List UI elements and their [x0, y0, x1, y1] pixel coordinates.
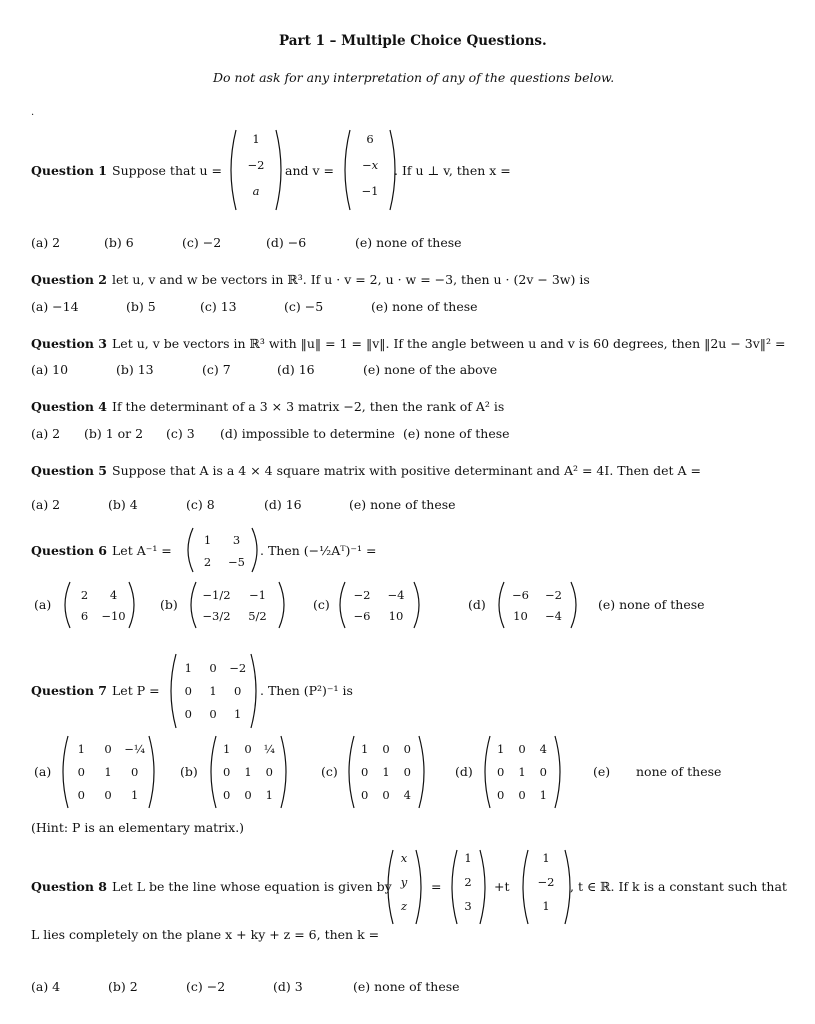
matrix-entry: 0: [244, 742, 252, 757]
matrix-entry: 0: [497, 787, 505, 802]
matrix-entry: 10: [513, 608, 528, 623]
matrix-entry: 0: [234, 683, 242, 698]
q1-option-c[interactable]: (c) −2: [182, 235, 222, 250]
vector-entry: 3: [464, 899, 472, 913]
vector-entry: 2: [464, 875, 472, 889]
q1-u-entry: 1: [252, 132, 260, 146]
q1-u-entry: −2: [247, 158, 265, 172]
q1-v-entry: −x: [361, 158, 379, 172]
matrix-entry: 0: [265, 764, 273, 779]
q6-option-e[interactable]: (e) none of these: [598, 597, 705, 612]
matrix-entry: 6: [80, 608, 89, 623]
matrix-entry: 0: [223, 787, 231, 802]
matrix-entry: 0: [77, 787, 85, 802]
matrix-entry: 0: [104, 742, 112, 757]
question-6-text-a: Let A⁻¹ =: [112, 543, 172, 558]
vector-entry: 1: [464, 851, 472, 865]
matrix-entry: −4: [545, 608, 562, 623]
q7-option-e-label[interactable]: (e): [593, 764, 611, 779]
matrix-entry: 1: [77, 742, 85, 757]
q3-option-b[interactable]: (b) 13: [116, 362, 154, 377]
q6-option-c[interactable]: [313, 580, 423, 630]
matrix-entry: 0: [131, 764, 139, 779]
question-8-text-b: , t ∈ ℝ. If k is a constant such that: [570, 879, 787, 894]
matrix-entry: 0: [518, 787, 526, 802]
question-5-label: Question 5: [31, 463, 107, 478]
q5-option-d[interactable]: (d) 16: [264, 497, 302, 512]
question-4-text: If the determinant of a 3 × 3 matrix −2, then the rank of A² is: [112, 399, 505, 414]
q8-option-b[interactable]: (b) 2: [108, 979, 138, 994]
matrix-entry: 1: [184, 660, 192, 675]
matrix-entry: −1: [249, 587, 266, 602]
q8-plus-t: +t: [494, 879, 510, 894]
matrix-entry: 4: [109, 587, 118, 602]
matrix-entry: −2: [229, 660, 247, 675]
q7-option-b[interactable]: [180, 734, 295, 810]
question-2-text: let u, v and w be vectors in ℝ³. If u · v = 2, u · w = −3, then u · (2v − 3w) is: [112, 272, 590, 287]
question-7-text-a: Let P =: [112, 683, 160, 698]
q5-option-b[interactable]: (b) 4: [108, 497, 138, 512]
q7-option-d[interactable]: [455, 734, 565, 810]
q7-option-e[interactable]: none of these: [636, 764, 722, 779]
q6-matrix-entry: 2: [203, 555, 212, 569]
question-7-text-b: . Then (P²)⁻¹ is: [260, 683, 353, 698]
matrix-entry: 0: [223, 764, 231, 779]
matrix-entry: −10: [101, 608, 126, 623]
q3-option-c[interactable]: (c) 7: [202, 362, 231, 377]
matrix-entry: 1: [104, 764, 112, 779]
q2-option-d[interactable]: (c) −5: [284, 299, 324, 314]
q3-option-e[interactable]: (e) none of the above: [363, 362, 498, 377]
matrix-entry: 1: [244, 764, 252, 779]
matrix-entry: 0: [184, 707, 192, 722]
matrix-entry: 0: [209, 707, 217, 722]
matrix-entry: 0: [104, 787, 112, 802]
vector-entry: −2: [537, 875, 555, 889]
q4-option-c[interactable]: (c) 3: [166, 426, 195, 441]
matrix-entry: −2: [353, 587, 371, 602]
matrix-entry: 0: [244, 787, 252, 802]
q1-u-entry: a: [252, 184, 260, 198]
matrix-entry: 0: [518, 742, 526, 757]
matrix-entry: 1: [223, 742, 231, 757]
question-2-label: Question 2: [31, 272, 107, 287]
matrix-entry: 2: [80, 587, 89, 602]
question-8-text-c: L lies completely on the plane x + ky + z = 6, then k =: [31, 927, 380, 942]
question-3-label: Question 3: [31, 336, 107, 351]
vector-entry: 1: [542, 851, 550, 865]
matrix-entry: 1: [361, 742, 369, 757]
matrix-entry: 10: [388, 608, 404, 623]
matrix-entry: 1: [234, 707, 242, 722]
matrix-entry: 1: [265, 787, 273, 802]
matrix-entry: 1: [131, 787, 139, 802]
q1-v-entry: −1: [361, 184, 379, 198]
matrix-entry: 0: [382, 787, 390, 802]
question-6-text-b: . Then (−½Aᵀ)⁻¹ =: [260, 543, 377, 558]
q5-option-e[interactable]: (e) none of these: [349, 497, 456, 512]
q6-matrix-entry: −5: [228, 555, 245, 569]
question-5-text: Suppose that A is a 4 × 4 square matrix with positive determinant and A² = 4I. Then det A =: [112, 463, 701, 478]
q2-option-b[interactable]: (b) 5: [126, 299, 156, 314]
question-3-text: Let u, v be vectors in ℝ³ with ‖u‖ = 1 = ‖v‖. If the angle between u and v is 60 degrees, then ‖2u − 3v‖² =: [112, 336, 786, 351]
matrix-entry: 4: [403, 787, 411, 802]
q7-option-a[interactable]: [34, 734, 159, 810]
q7-option-d-label: (d): [455, 764, 473, 779]
question-7-label: Question 7: [31, 683, 107, 698]
matrix-entry: 0: [539, 764, 547, 779]
matrix-entry: 0: [382, 742, 390, 757]
page-title: Part 1 – Multiple Choice Questions.: [279, 33, 547, 49]
matrix-entry: 0: [209, 660, 217, 675]
matrix-entry: ¼: [263, 742, 275, 757]
q8-equals: =: [431, 879, 442, 894]
q7-option-c-label: (c): [321, 764, 338, 779]
q6-option-b[interactable]: [160, 580, 290, 630]
matrix-entry: 1: [518, 764, 526, 779]
question-1-text-b: and v =: [285, 163, 334, 178]
matrix-entry: 0: [497, 764, 505, 779]
q1-v-entry: 6: [366, 132, 374, 146]
q8-option-c[interactable]: (c) −2: [186, 979, 226, 994]
matrix-entry: −4: [387, 587, 405, 602]
q6-option-b-label: (b): [160, 597, 178, 612]
q4-option-a[interactable]: (a) 2: [31, 426, 61, 441]
stray-dot: .: [31, 107, 35, 118]
vector-entry: y: [400, 875, 408, 889]
q4-option-b[interactable]: (b) 1 or 2: [84, 426, 144, 441]
q8-option-d[interactable]: (d) 3: [273, 979, 303, 994]
matrix-entry: 0: [361, 764, 369, 779]
q4-option-e[interactable]: (e) none of these: [403, 426, 510, 441]
matrix-entry: 0: [403, 742, 411, 757]
vector-entry: 1: [542, 899, 550, 913]
matrix-entry: −6: [512, 587, 529, 602]
q2-option-c[interactable]: (c) 13: [200, 299, 237, 314]
matrix-entry: 5/2: [248, 608, 267, 623]
q1-option-e[interactable]: (e) none of these: [355, 235, 462, 250]
q7-hint: (Hint: P is an elementary matrix.): [31, 820, 245, 835]
q1-option-d[interactable]: (d) −6: [266, 235, 307, 250]
page-subtitle: Do not ask for any interpretation of any of the questions below.: [213, 70, 615, 85]
q5-option-a[interactable]: (a) 2: [31, 497, 61, 512]
q3-option-d[interactable]: (d) 16: [277, 362, 315, 377]
matrix-entry: 4: [539, 742, 547, 757]
q8-option-a[interactable]: (a) 4: [31, 979, 61, 994]
q3-option-a[interactable]: (a) 10: [31, 362, 69, 377]
matrix-entry: −1/2: [202, 587, 231, 602]
question-8-text-a: Let L be the line whose equation is given by: [112, 879, 392, 894]
q7-option-a-label: (a): [34, 764, 52, 779]
matrix-entry: 1: [497, 742, 505, 757]
question-4-label: Question 4: [31, 399, 107, 414]
question-1-label: Question 1: [31, 163, 107, 178]
matrix-entry: 1: [382, 764, 390, 779]
question-6-label: Question 6: [31, 543, 107, 558]
vector-entry: x: [400, 851, 408, 865]
q2-option-e[interactable]: (e) none of these: [371, 299, 478, 314]
q6-option-a[interactable]: [34, 580, 134, 630]
q1-option-a[interactable]: (a) 2: [31, 235, 61, 250]
matrix-entry: 0: [184, 683, 192, 698]
q5-option-c[interactable]: (c) 8: [186, 497, 215, 512]
vector-entry: z: [400, 899, 408, 913]
matrix-entry: −3/2: [202, 608, 231, 623]
q6-option-d-label: (d): [468, 597, 486, 612]
q6-matrix-entry: 3: [232, 533, 241, 547]
matrix-entry: 0: [361, 787, 369, 802]
q6-option-a-label: (a): [34, 597, 52, 612]
q2-option-a[interactable]: (a) −14: [31, 299, 79, 314]
q8-option-e[interactable]: (e) none of these: [353, 979, 460, 994]
matrix-entry: 1: [539, 787, 547, 802]
matrix-entry: 0: [77, 764, 85, 779]
question-1-text-a: Suppose that u =: [112, 163, 222, 178]
question-8-label: Question 8: [31, 879, 107, 894]
q4-option-d[interactable]: (d) impossible to determine: [220, 426, 395, 441]
q6-option-c-label: (c): [313, 597, 330, 612]
q7-option-c[interactable]: [321, 734, 431, 810]
matrix-entry: −¼: [124, 742, 146, 757]
matrix-entry: 1: [209, 683, 217, 698]
matrix-entry: −2: [545, 587, 562, 602]
q7-option-b-label: (b): [180, 764, 198, 779]
q6-option-d[interactable]: [468, 580, 578, 630]
q6-matrix-entry: 1: [203, 533, 212, 547]
q1-option-b[interactable]: (b) 6: [104, 235, 134, 250]
matrix-entry: 0: [403, 764, 411, 779]
question-1-text-c: . If u ⊥ v, then x =: [394, 163, 511, 178]
matrix-entry: −6: [353, 608, 371, 623]
